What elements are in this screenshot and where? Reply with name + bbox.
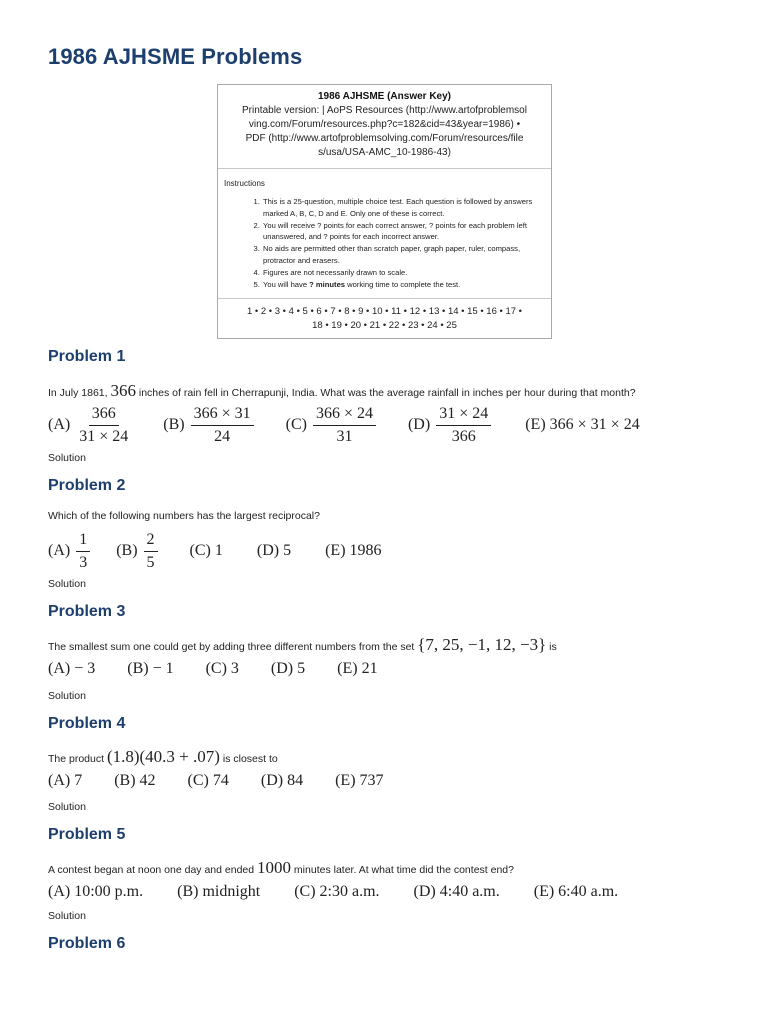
fraction: [76, 531, 90, 572]
answer-c: (C) 3: [205, 660, 239, 677]
instruction-item: 4. Figures are not necessarily drawn to scale.: [262, 267, 551, 279]
statement-math: (1.8)(40.3 + .07): [106, 747, 220, 766]
answer-label: (C): [285, 416, 307, 433]
instruction-item: 2. You will receive ? points for each correct answer, ? points for each problem left unanswered, and ? points for each incorrect answer.: [262, 220, 551, 244]
infobox-title[interactable]: 1986 AJHSME (Answer Key): [317, 91, 451, 102]
denominator: 3: [79, 553, 88, 571]
problem-2-answers: [48, 529, 382, 573]
answer-c: (C) 1: [189, 542, 223, 559]
problem-3-statement: [48, 635, 557, 655]
problem-1-solution-link[interactable]: Solution: [48, 452, 86, 464]
divider: [218, 298, 551, 299]
problem-4-answers: [48, 772, 384, 790]
answer-a: (A) 7: [48, 772, 83, 789]
problem-4-statement: [48, 747, 278, 767]
fraction: [436, 405, 491, 446]
problem-nav-links[interactable]: 18 • 19 • 20 • 21 • 22 • 23 • 24 • 25: [312, 320, 457, 332]
divider: [218, 168, 551, 169]
instructions-list: [218, 196, 551, 290]
answer-b: [116, 531, 157, 572]
instruction-text: You will have: [263, 279, 310, 289]
fraction: [191, 405, 254, 446]
numerator: 366 × 24: [313, 405, 376, 426]
answer-d: (D) 5: [256, 542, 292, 559]
statement-math: 366: [110, 381, 136, 400]
problem-4-heading: Problem 4: [48, 715, 126, 732]
answer-label: (D): [407, 416, 431, 433]
denominator: 31 × 24: [79, 427, 129, 445]
answer-c: [286, 405, 376, 446]
answer-b: (B) − 1: [127, 660, 174, 677]
denominator: 5: [146, 553, 155, 571]
printable-line[interactable]: ving.com/Forum/resources.php?c=182&cid=43&year=1986) •: [248, 119, 521, 130]
problem-5-statement: [48, 858, 514, 878]
numerator: 366: [89, 405, 119, 426]
answer-b: (B) midnight: [177, 883, 261, 900]
answer-d: [408, 405, 491, 446]
problem-5-solution-link[interactable]: Solution: [48, 910, 86, 922]
statement-text: The smallest sum one could get by adding three different numbers from the set: [48, 641, 418, 653]
denominator: 24: [214, 427, 231, 445]
answer-label: (A): [48, 416, 71, 433]
fraction: [313, 405, 376, 446]
page-title: 1986 AJHSME Problems: [48, 44, 303, 69]
instruction-item: [262, 279, 551, 291]
answer-d: (D) 4:40 a.m.: [413, 883, 500, 900]
problem-4-solution-link[interactable]: Solution: [48, 801, 86, 813]
printable-line[interactable]: s/usa/USA-AMC_10-1986-43): [318, 147, 451, 158]
problem-navigation: [226, 305, 543, 333]
answer-e: (E) 6:40 a.m.: [533, 883, 619, 900]
instruction-text: working time to complete the test.: [345, 279, 461, 289]
statement-math: 1000: [257, 858, 292, 877]
instruction-item: 1. This is a 25-question, multiple choice test. Each question is followed by answers marked A, B, C, D and E. Only one of these is correct.: [262, 196, 551, 220]
answer-a: [48, 531, 90, 572]
answer-key-infobox: [217, 84, 552, 339]
instruction-item: 3. No aids are permitted other than scratch paper, graph paper, ruler, compass, protractor and erasers.: [262, 243, 551, 267]
answer-e: (E) 1986: [325, 542, 382, 559]
answer-a: (A) 10:00 p.m.: [48, 883, 144, 900]
problem-5-heading: Problem 5: [48, 826, 126, 843]
problem-2-statement: Which of the following numbers has the largest reciprocal?: [48, 510, 320, 522]
numerator: 1: [76, 531, 90, 552]
statement-text: is closest to: [219, 753, 278, 765]
problem-nav-links[interactable]: 1 • 2 • 3 • 4 • 5 • 6 • 7 • 8 • 9 • 10 • 11 • 12 • 13 • 14 • 15 • 16 • 17 •: [246, 306, 523, 318]
answer-e: (E) 21: [337, 660, 378, 677]
denominator: 31: [336, 427, 353, 445]
fraction: [144, 531, 158, 572]
answer-e: (E) 737: [335, 772, 384, 789]
problem-2-heading: Problem 2: [48, 477, 126, 494]
statement-text: is: [546, 641, 557, 653]
problem-6-heading: Problem 6: [48, 935, 126, 952]
denominator: 366: [451, 427, 476, 445]
statement-text: inches of rain fell in Cherrapunji, India. What was the average rainfall in inches per hour during that month?: [135, 387, 636, 399]
problem-1-heading: Problem 1: [48, 348, 126, 365]
answer-label: (B): [116, 542, 138, 559]
answer-d: (D) 84: [260, 772, 304, 789]
problem-2-solution-link[interactable]: Solution: [48, 578, 86, 590]
problem-5-answers: [48, 883, 618, 901]
numerator: 366 × 31: [191, 405, 254, 426]
answer-e: (E) 366 × 31 × 24: [525, 416, 640, 433]
problem-1-statement: [48, 381, 636, 401]
time-limit: ? minutes: [309, 279, 346, 289]
problem-3-answers: [48, 660, 378, 678]
answer-a: (A) − 3: [48, 660, 96, 677]
answer-label: (B): [163, 416, 185, 433]
instructions-heading: Instructions: [224, 179, 265, 188]
printable-line[interactable]: PDF (http://www.artofproblemsolving.com/Forum/resources/file: [245, 133, 524, 144]
problem-1-answers: [48, 402, 640, 448]
statement-text: A contest began at noon one day and ended: [48, 864, 258, 876]
answer-b: [163, 405, 253, 446]
statement-text: In July 1861,: [48, 387, 111, 399]
statement-text: minutes later. At what time did the contest end?: [291, 864, 514, 876]
answer-d: (D) 5: [270, 660, 306, 677]
answer-c: (C) 2:30 a.m.: [294, 883, 380, 900]
printable-line[interactable]: Printable version: | AoPS Resources (http://www.artofproblemsol: [242, 105, 527, 116]
problem-3-heading: Problem 3: [48, 603, 126, 620]
answer-a: [48, 405, 131, 446]
statement-text: The product: [48, 753, 107, 765]
answer-label: (A): [48, 542, 71, 559]
statement-math: {7, 25, −1, 12, −3}: [417, 635, 547, 654]
numerator: 31 × 24: [436, 405, 491, 426]
fraction: [76, 405, 131, 446]
numerator: 2: [144, 531, 158, 552]
answer-b: (B) 42: [114, 772, 156, 789]
answer-c: (C) 74: [187, 772, 229, 789]
problem-3-solution-link[interactable]: Solution: [48, 690, 86, 702]
printable-version-links: [226, 104, 543, 160]
